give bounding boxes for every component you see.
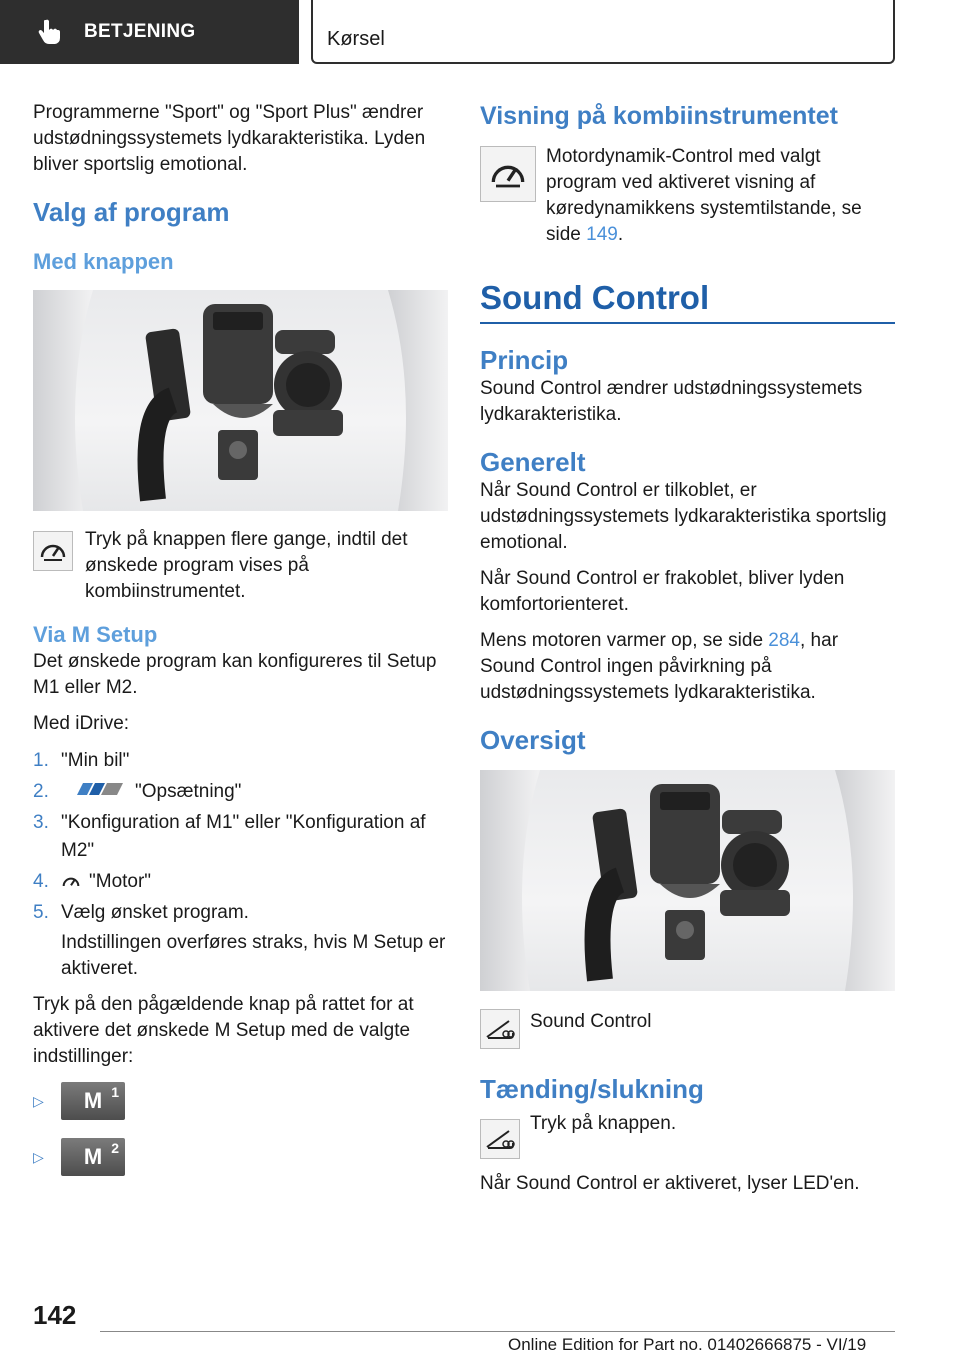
step5-note: Indstillingen overføres straks, hvis M Setup er aktiveret. [61, 932, 446, 979]
edition-text: Online Edition for Part no. 01402666875 - VI/19 [508, 1335, 867, 1354]
heading-taending: Tænding/slukning [480, 1074, 704, 1104]
footer-divider [100, 1331, 895, 1332]
right-column [480, 100, 895, 1207]
heading-generelt: Generelt [480, 447, 586, 477]
left-column [33, 100, 448, 1176]
oversigt-caption-row [480, 1009, 895, 1049]
generelt-text-2: Når Sound Control er frakoblet, bliver lyden komfortorienteret. [480, 568, 845, 615]
sound-control-title-block [480, 278, 895, 324]
heading-sound-control: Sound Control [480, 279, 710, 316]
intro-text: Programmerne "Sport" og "Sport Plus" ændrer udstødningssystemets lydkarakteristika. Lyden bliver sportslig emotional. [33, 102, 426, 175]
gauge-small-icon [61, 868, 81, 896]
step-item: 1. "Min bil" [33, 750, 130, 771]
heading-via-m-setup: Via M Setup [33, 622, 158, 647]
sound-control-icon [480, 1009, 520, 1049]
step-item: 5. Vælg ønsket program. [33, 902, 249, 923]
msetup-text: Det ønskede program kan konfigureres til Setup M1 eller M2. [33, 651, 437, 698]
taending-row [480, 1113, 895, 1159]
page-number: 142 [33, 1300, 77, 1330]
heading-visning: Visning på kombiinstrumentet [480, 102, 838, 130]
idrive-steps [33, 747, 448, 927]
heading-med-knappen: Med knappen [33, 249, 174, 274]
princip-text: Sound Control ændrer udstødningssystemets lydkarakteristika. [480, 378, 863, 425]
visning-row [480, 144, 895, 258]
oversigt-caption: Sound Control [530, 1011, 652, 1032]
sound-control-icon [480, 1119, 520, 1159]
m1-button-icon: M $^1$ [61, 1082, 125, 1120]
m1-bullet [33, 1082, 448, 1120]
m-stripes-icon [71, 778, 125, 806]
generelt-text-3: Mens motoren varmer op, se side 284, har Sound Control ingen påvirkning på udstødningssystemets lydkarakteristika. [480, 630, 839, 703]
console-overview-photo [480, 770, 895, 991]
visning-text: Motordynamik-Control med valgt program ved aktiveret visning af køredynamikkens systemtilstande, se side 149. [546, 146, 862, 245]
gauge-icon [480, 146, 536, 202]
section-title: BETJENING [84, 21, 196, 42]
step-item: 3. "Konfiguration af M1" eller "Konfiguration af M2" [33, 812, 426, 861]
hand-pointer-icon [34, 16, 66, 48]
tip-row [33, 531, 448, 615]
tip-text: Tryk på knappen flere gange, indtil det ønskede program vises på kombiinstrumentet. [85, 529, 408, 602]
m2-bullet [33, 1138, 448, 1176]
m2-button-icon: M $^2$ [61, 1138, 125, 1176]
page-link-149[interactable]: 149 [586, 224, 618, 245]
triangle-bullet-icon: ▷ [33, 1148, 44, 1165]
center-console-photo [33, 290, 448, 511]
generelt-text-1: Når Sound Control er tilkoblet, er udstødningssystemets lydkarakteristika sportslig emotional. [480, 480, 887, 553]
led-text: Når Sound Control er aktiveret, lyser LED'en. [480, 1173, 860, 1194]
page-link-284[interactable]: 284 [768, 630, 800, 651]
step-item: 4. "Motor" [33, 868, 448, 896]
gauge-icon [33, 531, 73, 571]
triangle-bullet-icon: ▷ [33, 1092, 44, 1109]
heading-princip: Princip [480, 345, 569, 375]
step-item: 2. "Opsætning" [33, 778, 448, 806]
heading-valg-af-program: Valg af program [33, 197, 230, 227]
wheel-text: Tryk på den pågældende knap på rattet for at aktivere det ønskede M Setup med de valgte indstillinger: [33, 994, 414, 1067]
subsection-title: Kørsel [327, 28, 385, 50]
idrive-label: Med iDrive: [33, 713, 130, 734]
taending-text: Tryk på knappen. [530, 1113, 677, 1134]
heading-oversigt: Oversigt [480, 725, 586, 755]
header-subsection [311, 0, 895, 64]
header-section-tab [0, 0, 299, 64]
